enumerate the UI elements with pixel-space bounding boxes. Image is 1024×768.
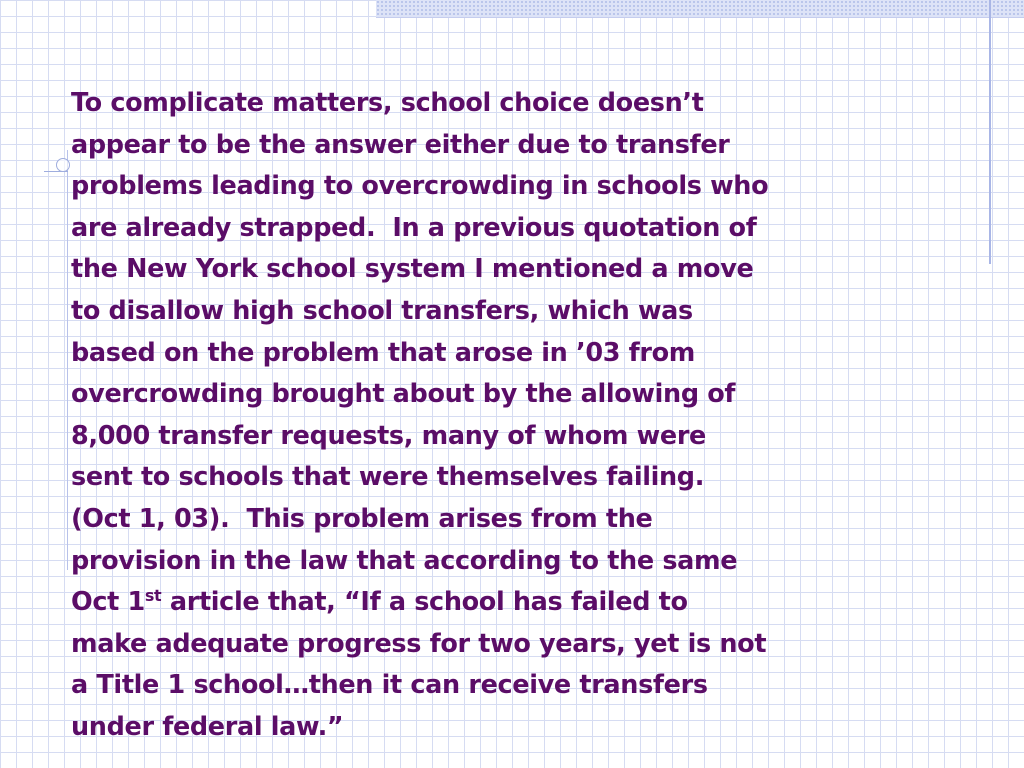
text-line: a Title 1 school…then it can receive transfers (71, 670, 708, 701)
text-line: are already strapped. In a previous quotation of (71, 212, 757, 243)
text-line: problems leading to overcrowding in schools who (71, 171, 769, 202)
text-line: 8,000 transfer requests, many of whom were (71, 420, 706, 451)
text-line: based on the problem that arose in ’03 from (71, 337, 696, 368)
header-decoration-band (376, 0, 1024, 18)
slide-body-text (71, 83, 971, 749)
circle-ring (56, 158, 70, 172)
text-line: make adequate progress for two years, yet is not (71, 628, 767, 659)
circle-target-icon (56, 158, 72, 174)
ordinal-superscript: st (144, 586, 162, 606)
text-line: the New York school system I mentioned a move (71, 254, 754, 285)
text-line: overcrowding brought about by the allowing of (71, 379, 736, 410)
left-vertical-rule (67, 150, 68, 570)
text-fragment: article that, “If a school has failed to (161, 587, 688, 618)
date-text: Oct 1 (71, 587, 145, 618)
text-line: to disallow high school transfers, which was (71, 295, 693, 326)
text-line: sent to schools that were themselves failing. (71, 462, 705, 493)
text-line: under federal law.” (71, 711, 344, 742)
right-vertical-rule (989, 0, 991, 264)
text-line: (Oct 1, 03). This problem arises from the (71, 503, 653, 534)
text-line: provision in the law that according to the same (71, 545, 738, 576)
text-line: To complicate matters, school choice doesn’t (71, 88, 704, 118)
text-line-with-superscript (71, 587, 688, 617)
text-line: appear to be the answer either due to transfer (71, 129, 730, 160)
